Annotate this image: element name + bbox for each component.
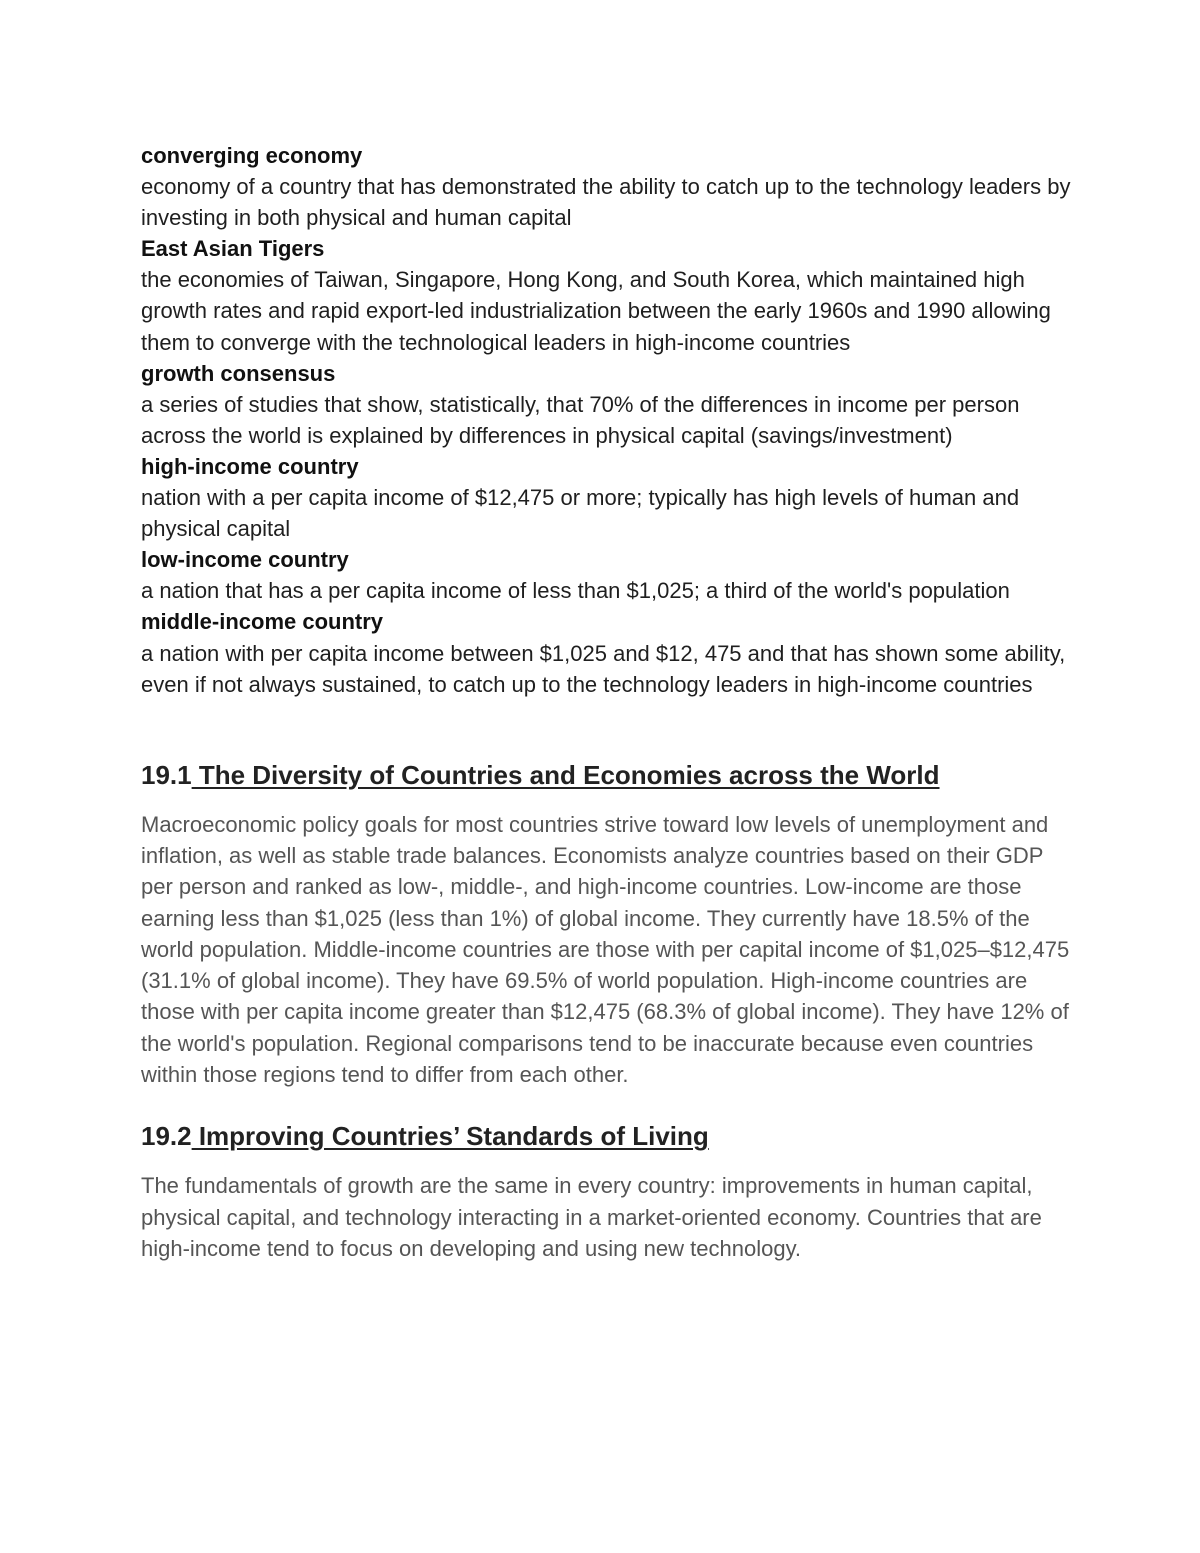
glossary-term: high-income country: [141, 453, 359, 479]
section-paragraph: Macroeconomic policy goals for most countries strive toward low levels of unemployment and inflation, as well as stable trade balances. Economists analyze countries based on their GDP per person and ranked as low-, middle-, and high-income countries. Low-income are those earning less than $1,025 (less than 1%) of global income. They currently have 18.5% of the world population. Middle-income countries are those with per capital income of $1,025–$12,475 (31.1% of global income). They have 69.5% of world population. High-income countries are those with per capita income greater than $12,475 (68.3% of global income). They have 12% of the world's population. Regional comparisons tend to be inaccurate because even countries within those regions tend to differ from each other.: [141, 811, 1070, 1088]
section-title: The Diversity of Countries and Economies across the World: [191, 759, 940, 790]
glossary-term: growth consensus: [141, 360, 336, 386]
glossary-definition: a nation with per capita income between $1,025 and $12, 475 and that has shown some ability, even if not always sustained, to catch up to the technology leaders in high-income countries: [141, 640, 1066, 697]
section-number: 19.2: [141, 1121, 192, 1152]
section-heading: [141, 1118, 1076, 1154]
glossary-definition: a series of studies that show, statistically, that 70% of the differences in income per person across the world is explained by differences in physical capital (savings/investment): [141, 391, 1020, 448]
section-heading: [141, 757, 1076, 793]
glossary-term: converging economy: [141, 143, 363, 168]
section-paragraph: The fundamentals of growth are the same in every country: improvements in human capital, physical capital, and technology interacting in a market-oriented economy. Countries that are high-income tend to focus on developing and using new technology.: [141, 1173, 1042, 1261]
glossary-definition: economy of a country that has demonstrated the ability to catch up to the technology leaders by investing in both physical and human capital: [141, 174, 1071, 231]
glossary-term: East Asian Tigers: [141, 236, 325, 262]
document-page: [141, 140, 1076, 1264]
glossary-term: low-income country: [141, 547, 349, 573]
section-title: Improving Countries’ Standards of Living: [191, 1121, 709, 1152]
section-number: 19.1: [141, 759, 192, 790]
glossary-definition: nation with a per capita income of $12,475 or more; typically has high levels of human and physical capital: [141, 485, 1020, 542]
glossary-definition: a nation that has a per capita income of less than $1,025; a third of the world's population: [141, 578, 1010, 604]
glossary-definition: the economies of Taiwan, Singapore, Hong Kong, and South Korea, which maintained high growth rates and rapid export-led industrialization between the early 1960s and 1990 allowing them to converge with the technological leaders in high-income countries: [141, 267, 1051, 355]
glossary: [141, 140, 1076, 700]
glossary-term: middle-income country: [141, 609, 384, 635]
